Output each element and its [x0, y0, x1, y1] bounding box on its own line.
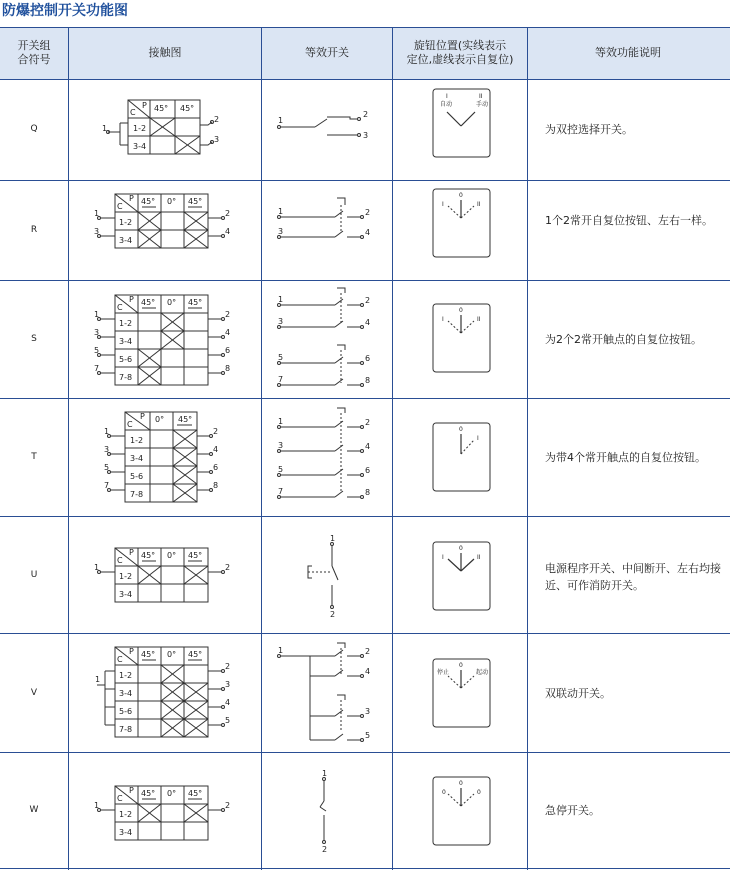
- r-c: C: [117, 202, 123, 211]
- v-t4: 4: [225, 698, 231, 707]
- row-q-equiv-switch: [275, 105, 375, 145]
- t-t6: 6: [213, 463, 219, 472]
- row-u-equiv-switch: [300, 530, 360, 620]
- row-s-equiv-switch: [275, 285, 375, 395]
- r-0: 0°: [167, 197, 177, 206]
- s-knob-ii: II: [477, 316, 481, 323]
- t-knob-0: 0: [459, 426, 463, 433]
- w-12: 1-2: [119, 810, 133, 819]
- s-56: 5-6: [119, 355, 133, 364]
- w-c: C: [117, 794, 123, 803]
- t-t4: 4: [213, 445, 219, 454]
- q-t1: 1: [102, 124, 108, 133]
- s-34: 3-4: [119, 337, 133, 346]
- t-78: 7-8: [130, 490, 144, 499]
- row-t-desc: 为带4个常开触点的自复位按钮。: [545, 451, 706, 464]
- s-t4: 4: [225, 328, 231, 337]
- row-q-code: Q: [30, 124, 38, 134]
- t-t5: 5: [104, 463, 110, 472]
- t-56: 5-6: [130, 472, 144, 481]
- s-t1: 1: [94, 310, 100, 319]
- u-45-left: 45°: [141, 551, 156, 560]
- t-34: 3-4: [130, 454, 144, 463]
- u-45-right: 45°: [188, 551, 203, 560]
- u-knob-ii: II: [477, 554, 481, 561]
- v-12: 1-2: [119, 671, 133, 680]
- r-34: 3-4: [119, 236, 133, 245]
- row-v-desc: 双联动开关。: [545, 687, 611, 700]
- w-t2: 2: [225, 801, 231, 810]
- t-eq-4: 4: [365, 442, 371, 451]
- s-78: 7-8: [119, 373, 133, 382]
- w-knob-0-left: 0: [442, 789, 446, 796]
- s-0: 0°: [167, 298, 177, 307]
- row-s-desc: 为2个2常开触点的自复位按钮。: [545, 333, 702, 346]
- t-45: 45°: [178, 415, 193, 424]
- row-s-code: S: [31, 334, 37, 344]
- q-eq-1: 1: [278, 116, 284, 125]
- v-eq-2: 2: [365, 647, 371, 656]
- t-eq-2: 2: [365, 418, 371, 427]
- q-12: 1-2: [133, 124, 147, 133]
- row-t-equiv-switch: [275, 405, 375, 505]
- r-45-right: 45°: [188, 197, 203, 206]
- w-knob-0-right: 0: [477, 789, 481, 796]
- v-eq-4: 4: [365, 667, 371, 676]
- s-eq-2: 2: [365, 296, 371, 305]
- row-v-knob-position: [432, 658, 492, 730]
- v-45-left: 45°: [141, 650, 156, 659]
- w-45-right: 45°: [188, 789, 203, 798]
- row-v-contact-diagram: [92, 645, 237, 740]
- q-knob-manual: 手动: [476, 101, 489, 108]
- s-knob-i: I: [442, 316, 444, 323]
- row-r-equiv-switch: [275, 195, 375, 247]
- t-eq-8: 8: [365, 488, 371, 497]
- r-t3: 3: [94, 227, 100, 236]
- r-knob-0: 0: [459, 192, 463, 199]
- v-78: 7-8: [119, 725, 133, 734]
- header-code: 开关组合符号: [17, 39, 51, 66]
- r-t4: 4: [225, 227, 231, 236]
- r-eq-4: 4: [365, 228, 371, 237]
- t-c: C: [127, 420, 133, 429]
- w-45-left: 45°: [141, 789, 156, 798]
- s-knob-0: 0: [459, 307, 463, 314]
- v-t3: 3: [225, 680, 231, 689]
- w-knob-0-top: 0: [459, 780, 463, 787]
- row-q-contact-diagram: [100, 95, 230, 165]
- row-s-contact-diagram: [92, 293, 237, 388]
- v-eq-5: 5: [365, 731, 371, 740]
- s-12: 1-2: [119, 319, 133, 328]
- row-q-knob-position: [432, 88, 492, 160]
- v-45-right: 45°: [188, 650, 203, 659]
- r-t1: 1: [94, 209, 100, 218]
- v-t1: 1: [95, 675, 101, 684]
- s-t3: 3: [94, 328, 100, 337]
- t-0: 0°: [155, 415, 165, 424]
- u-eq-2: 2: [330, 610, 336, 619]
- t-t8: 8: [213, 481, 219, 490]
- row-s-knob-position: [432, 303, 492, 375]
- q-t3: 3: [214, 135, 220, 144]
- q-t2: 2: [214, 115, 220, 124]
- s-c: C: [117, 303, 123, 312]
- u-p: P: [129, 548, 134, 557]
- r-eq-1: 1: [278, 207, 284, 216]
- s-t8: 8: [225, 364, 231, 373]
- q-34: 3-4: [133, 142, 147, 151]
- v-knob-0: 0: [459, 662, 463, 669]
- row-v-equiv-switch: [275, 640, 375, 750]
- t-t3: 3: [104, 445, 110, 454]
- t-eq-5: 5: [278, 465, 284, 474]
- t-eq-7: 7: [278, 487, 284, 496]
- row-w-desc: 急停开关。: [545, 804, 600, 817]
- r-45-left: 45°: [141, 197, 156, 206]
- u-eq-1: 1: [330, 534, 336, 543]
- s-eq-5: 5: [278, 353, 284, 362]
- s-eq-1: 1: [278, 295, 284, 304]
- s-45-right: 45°: [188, 298, 203, 307]
- u-c: C: [117, 556, 123, 565]
- r-knob-ii: II: [477, 201, 481, 208]
- t-t7: 7: [104, 481, 110, 490]
- q-45-right: 45°: [180, 104, 195, 113]
- row-q-desc: 为双控选择开关。: [545, 123, 633, 136]
- q-knob-i: I: [446, 93, 448, 100]
- v-eq-1: 1: [278, 646, 284, 655]
- v-t2: 2: [225, 662, 231, 671]
- s-eq-4: 4: [365, 318, 371, 327]
- u-0: 0°: [167, 551, 177, 560]
- row-w-knob-position: [432, 776, 492, 848]
- s-eq-8: 8: [365, 376, 371, 385]
- s-45-left: 45°: [141, 298, 156, 307]
- row-r-desc: 1个2常开自复位按钮、左右一样。: [545, 214, 713, 227]
- header-knob: 旋钮位置(实线表示 定位,虚线表示自复位): [406, 39, 514, 66]
- q-knob-auto: 自动: [440, 101, 453, 108]
- w-eq-2: 2: [322, 845, 328, 854]
- row-u-contact-diagram: [92, 546, 237, 606]
- q-eq-2: 2: [363, 110, 369, 119]
- q-p: P: [142, 101, 147, 110]
- row-u-desc: 电源程序开关、中间断开、左右均接近、可作消防开关。: [545, 562, 721, 592]
- v-t5: 5: [225, 716, 231, 725]
- row-w-equiv-switch: [300, 765, 360, 855]
- q-c: C: [130, 108, 136, 117]
- header-function: 等效功能说明: [595, 46, 661, 59]
- v-c: C: [117, 655, 123, 664]
- t-eq-6: 6: [365, 466, 371, 475]
- r-t2: 2: [225, 209, 231, 218]
- s-t2: 2: [225, 310, 231, 319]
- v-56: 5-6: [119, 707, 133, 716]
- u-knob-i: I: [442, 554, 444, 561]
- q-eq-3: 3: [363, 131, 369, 140]
- t-12: 1-2: [130, 436, 144, 445]
- row-t-code: T: [31, 452, 37, 462]
- row-u-knob-position: [432, 541, 492, 613]
- row-v-code: V: [30, 688, 38, 698]
- row-r-code: R: [30, 225, 38, 235]
- t-eq-1: 1: [278, 417, 284, 426]
- row-r-contact-diagram: [92, 192, 237, 252]
- row-r-knob-position: [432, 188, 492, 260]
- s-t6: 6: [225, 346, 231, 355]
- w-eq-1: 1: [322, 769, 328, 778]
- t-t2: 2: [213, 427, 219, 436]
- v-knob-stop: 停止: [437, 669, 450, 676]
- s-eq-7: 7: [278, 375, 284, 384]
- r-12: 1-2: [119, 218, 133, 227]
- v-p: P: [129, 647, 134, 656]
- v-eq-3: 3: [365, 707, 371, 716]
- s-eq-3: 3: [278, 317, 284, 326]
- q-knob-ii: II: [479, 93, 483, 100]
- u-knob-0: 0: [459, 545, 463, 552]
- t-t1: 1: [104, 427, 110, 436]
- s-p: P: [129, 295, 134, 304]
- u-12: 1-2: [119, 572, 133, 581]
- r-knob-i: I: [442, 201, 444, 208]
- v-0: 0°: [167, 650, 177, 659]
- row-t-knob-position: [432, 422, 492, 494]
- u-t1: 1: [94, 563, 100, 572]
- row-u-code: U: [30, 570, 38, 580]
- r-eq-2: 2: [365, 208, 371, 217]
- v-knob-start: 起动: [476, 669, 489, 676]
- s-t5: 5: [94, 346, 100, 355]
- s-eq-6: 6: [365, 354, 371, 363]
- w-0: 0°: [167, 789, 177, 798]
- s-t7: 7: [94, 364, 100, 373]
- row-w-code: W: [29, 805, 39, 815]
- t-p: P: [140, 412, 145, 421]
- t-eq-3: 3: [278, 441, 284, 450]
- v-34: 3-4: [119, 689, 133, 698]
- header-contact: 接触图: [148, 46, 182, 59]
- row-w-contact-diagram: [92, 784, 237, 844]
- w-p: P: [129, 786, 134, 795]
- page-title: 防爆控制开关功能图: [2, 3, 128, 19]
- u-t2: 2: [225, 563, 231, 572]
- r-p: P: [129, 194, 134, 203]
- w-t1: 1: [94, 801, 100, 810]
- header-equiv: 等效开关: [305, 46, 349, 59]
- q-45-left: 45°: [154, 104, 169, 113]
- t-knob-i: I: [477, 435, 479, 442]
- r-eq-3: 3: [278, 227, 284, 236]
- u-34: 3-4: [119, 590, 133, 599]
- row-t-contact-diagram: [100, 410, 230, 505]
- w-34: 3-4: [119, 828, 133, 837]
